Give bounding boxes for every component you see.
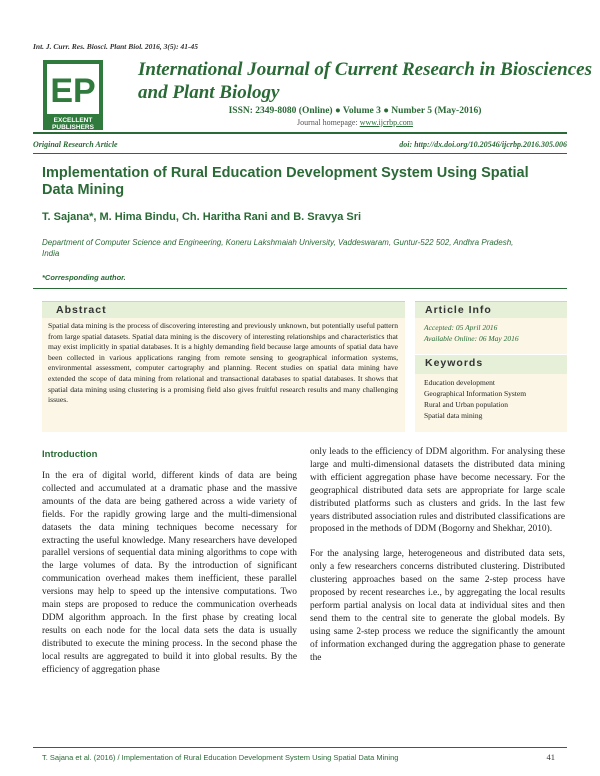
footer-divider	[33, 747, 567, 748]
svg-text:EXCELLENT: EXCELLENT	[53, 117, 93, 124]
keyword-item: Geographical Information System	[424, 389, 527, 398]
authors: T. Sajana*, M. Hima Bindu, Ch. Haritha Rani and B. Sravya Sri	[42, 211, 362, 223]
divider	[33, 288, 567, 289]
paragraph: only leads to the efficiency of DDM algorithm. For analysing these large and multi-dimensional datasets the distributed data mining with efficient aggregation phase have become necessary. For the geographical distributed data sets are appropriate for large scale distributed platforms such as clusters and grids. In the last few years distributed association rules and distributed classifications are proposed in the methods of DDM (Bogorny and Shekhar, 2010).	[310, 447, 565, 535]
issn-line: ISSN: 2349-8080 (Online) ● Volume 3 ● Number 5 (May-2016)	[228, 106, 482, 116]
available-date: Available Online: 06 May 2016	[424, 334, 519, 343]
corresponding-author: *Corresponding author.	[42, 273, 126, 282]
abstract-header	[42, 301, 405, 319]
homepage-label: Journal homepage:	[297, 118, 360, 127]
body-column-left	[42, 470, 297, 689]
article-type: Original Research Article	[33, 140, 118, 149]
abstract-heading: Abstract	[56, 304, 107, 316]
journal-citation: Int. J. Curr. Res. Biosci. Plant Biol. 2016, 3(5): 41-45	[33, 42, 199, 51]
page-number: 41	[546, 752, 555, 762]
accepted-date: Accepted: 05 April 2016	[424, 323, 498, 332]
affiliation: Department of Computer Science and Engineering, Koneru Lakshmaiah University, Vaddeswaram, Guntur-522 502, Andhra Pradesh, India	[42, 238, 514, 258]
publisher-logo	[43, 60, 103, 130]
divider	[33, 153, 567, 154]
article-info-heading: Article Info	[425, 304, 492, 316]
keywords-header	[415, 355, 567, 374]
running-footer: T. Sajana et al. (2016) / Implementation of Rural Education Development System Using Spatial Data Mining	[42, 753, 399, 762]
svg-text:PUBLISHERS: PUBLISHERS	[52, 124, 94, 130]
abstract-text: Spatial data mining is the process of discovering interesting and previously unknown, but potentially useful pattern from large spatial datasets. Spatial data mining is the discovery of interesting relationships and characteristics that may exist implicitly in spatial databases. It is a highly demanding field because large amounts of spatial data have been collected in various applications ranging from remote sensing to geographical information systems, environmental assessment, computer cartography and planning. Recent studies on spatial data mining have extended the scope of data mining from relational and transactional databases to spatial databases. It shows that spatial data mining using clustering is a promising field also gives fruitful research results and many challenging issues.	[48, 321, 398, 405]
introduction-heading: Introduction	[42, 449, 98, 460]
journal-title: International Journal of Current Research in Biosciences and Plant Biology	[138, 59, 592, 103]
paragraph: In the era of digital world, different kinds of data are being collected and accumulated at a dramatic phase and the massive amounts of the data are being gathered across a wide variety of fields. For the rapidly growing large and the multi-dimensional datasets the data mining techniques become necessary for extracting the useful knowledge. Many researchers have developed parallel versions of sequential data mining algorithms to cope with the large volumes of data. By the introduction of significant communication overhead makes them inefficient, these parallel versions may help to speed up the intensive computations. Two main steps are proposed to reduce the communication overheads DDM algorithm approach. In the first phase by creating local results on each node for the local data sets the data is usually distributed to execute the mining process. In the second phase the local results are aggregated to build it into global results. By the efficiency of aggregation phase	[42, 471, 297, 675]
keyword-item: Rural and Urban population	[424, 400, 508, 409]
doi-link[interactable]: doi: http://dx.doi.org/10.20546/ijcrbp.2016.305.006	[399, 140, 567, 149]
svg-text:EP: EP	[50, 72, 96, 110]
paper-title: Implementation of Rural Education Development System Using Spatial Data Mining	[42, 165, 529, 198]
paragraph: For the analysing large, heterogeneous and distributed data sets, only a few researchers concerns distributed clustering. Distributed clustering approaches based on the same 2-step process have proposed by recent researches i.e., by aggregating the local results perform partial analysis on local data at individual sites and then send them to the central site to generate the global models. By using same 2-step process we reduce the significantly the amount of information exchanged during the aggregation phase to generate the	[310, 549, 565, 663]
keyword-item: Spatial data mining	[424, 411, 483, 420]
keywords-heading: Keywords	[425, 357, 484, 369]
homepage-link[interactable]: www.ijcrbp.com	[359, 118, 413, 127]
article-info-header	[415, 301, 567, 319]
body-column-right	[310, 446, 565, 677]
keyword-item: Education development	[424, 378, 496, 387]
header-divider	[33, 132, 567, 134]
journal-homepage	[120, 118, 590, 127]
